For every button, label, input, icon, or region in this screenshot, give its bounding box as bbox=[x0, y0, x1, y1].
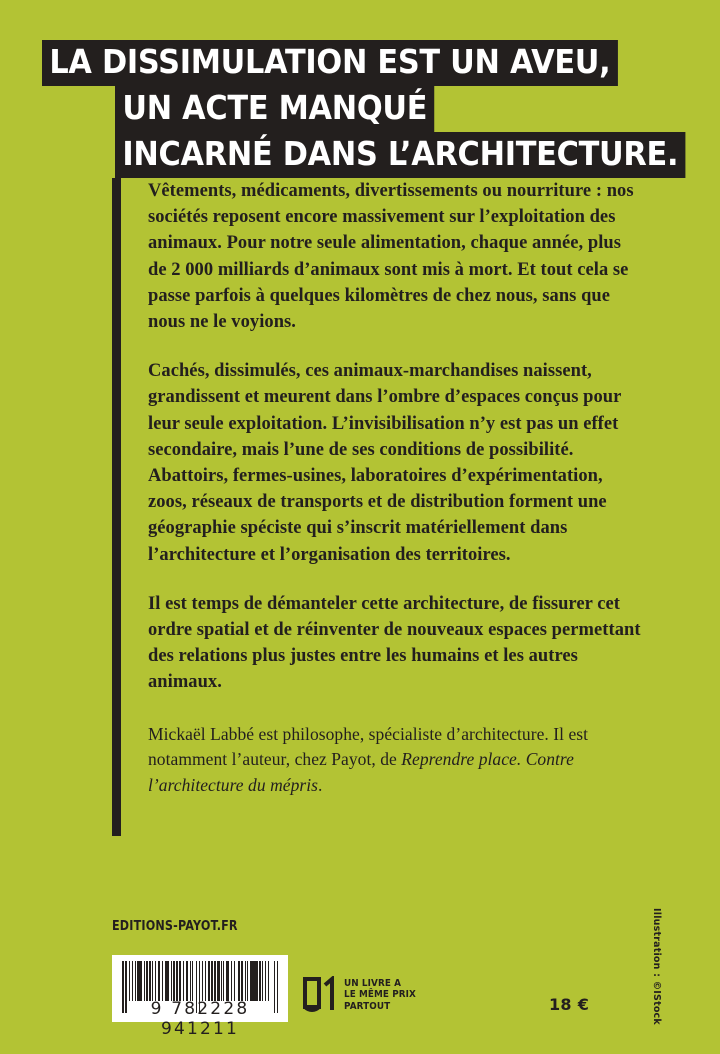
price-label: 18 € bbox=[549, 995, 590, 1014]
author-bio-text: Mickaël Labbé est philosophe, spécialiste d’architecture. Il est notamment l’auteur, chez Payot, de bbox=[148, 723, 589, 770]
price-law-line-2: LE MÊME PRIX bbox=[344, 989, 416, 1001]
barcode-bars bbox=[122, 961, 278, 1001]
blurb-paragraph-1: Vêtements, médicaments, divertissements ou nourriture : nos sociétés reposent encore massivement sur l’exploitation des animaux. Pour notre seule alimentation, chaque année, plus de 2 000 milliards d’animaux sont mis à mort. Et tout cela se passe parfois à quelques kilomètres de chez nous, sans que nous ne le voyions. bbox=[148, 181, 634, 333]
author-bio-book-title: Reprendre place. Contre l’architecture du mépris bbox=[148, 749, 574, 795]
publisher-website[interactable]: EDITIONS-PAYOT.FR bbox=[112, 919, 238, 934]
blurb-block bbox=[112, 178, 642, 798]
headline-line-1: LA DISSIMULATION EST UN AVEU, bbox=[42, 40, 618, 86]
blurb-paragraph-3: Il est temps de démanteler cette architecture, de fissurer cet ordre spatial et de réinventer de nouveaux espaces permettant des relations plus justes entre les humains et les autres animaux. bbox=[148, 593, 641, 693]
price-law-line-1: UN LIVRE A bbox=[344, 978, 402, 990]
vertical-rule bbox=[112, 178, 121, 836]
fixed-book-price-logo bbox=[303, 976, 420, 1014]
fixed-book-price-text bbox=[344, 978, 416, 1012]
open-book-icon bbox=[303, 976, 337, 1014]
author-bio bbox=[148, 722, 644, 799]
blurb-paragraph-2: Cachés, dissimulés, ces animaux-marchandises naissent, grandissent et meurent dans l’ombre d’espaces conçus pour leur seule exploitation. L’invisibilisation n’y est pas un effet secondaire, mais l’une de ses conditions de possibilité. Abattoirs, fermes-usines, laboratoires d’expérimentation, zoos, réseaux de transports et de distribution forment une géographie spéciste qui s’inscrit matériellement dans l’architecture et l’organisation des territoires. bbox=[148, 361, 622, 565]
illustration-credit bbox=[648, 908, 666, 1028]
blurb-paragraphs bbox=[148, 178, 644, 798]
price-law-line-3: PARTOUT bbox=[344, 1000, 391, 1012]
author-bio-period: . bbox=[318, 774, 323, 795]
barcode bbox=[112, 955, 288, 1039]
illustration-credit-text: Illustration : ©IStock bbox=[651, 908, 662, 1025]
headline-line-2: UN ACTE MANQUÉ bbox=[115, 86, 435, 132]
isbn-digits: 9 782228 941211 bbox=[150, 999, 250, 1039]
headline-line-3: INCARNÉ DANS L’ARCHITECTURE. bbox=[115, 132, 686, 178]
headline-block bbox=[0, 40, 720, 178]
